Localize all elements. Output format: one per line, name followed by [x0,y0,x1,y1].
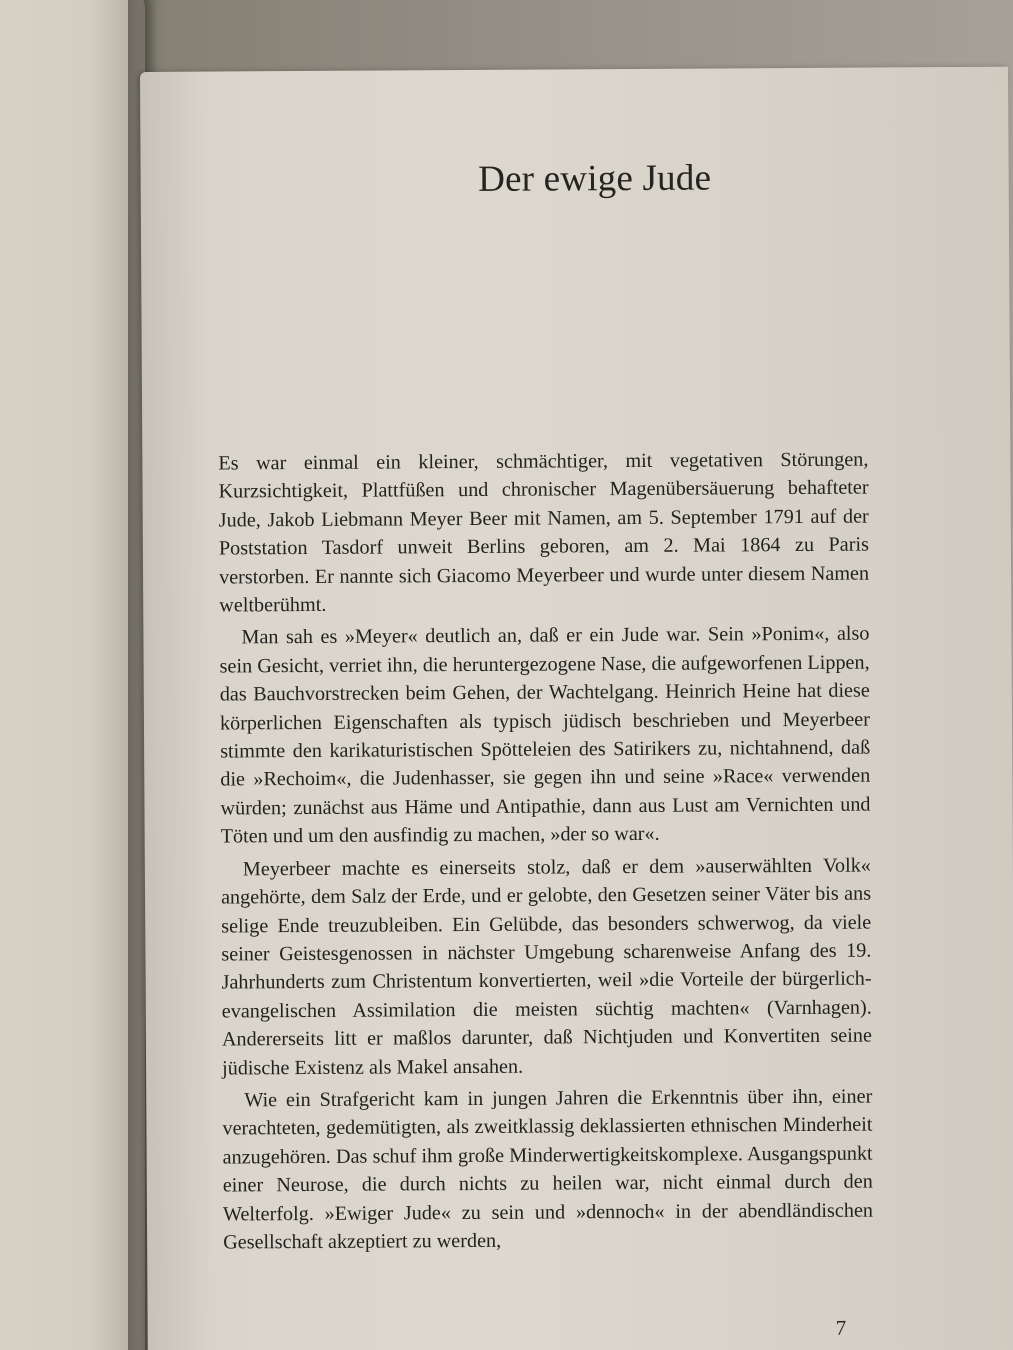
page-number: 7 [835,1315,847,1340]
left-page [0,0,145,1350]
chapter-title: Der ewige Jude [478,157,712,200]
paragraph-2: Man sah es »Meyer« deutlich an, daß er ein Jude war. Sein »Ponim«, also sein Gesicht, verriet ihn, die heruntergezogene Nase, die aufgeworfenen Lippen, das Bauchvorstrecken beim Gehen, der Wachtelgang. Heinrich Heine hat diese körperlichen Eigenschaften als typisch jüdisch beschrieben und Meyerbeer stimmte den karikaturistischen Spötteleien des Satirikers zu, nichtahnend, daß die »Rechoim«, die Judenhasser, sie gegen ihn und seine »Race« verwenden würden; zunächst aus Häme und Antipathie, dann aus Lust am Vernichten und Töten und um den ausfindig zu machen, »der so war«. [219,622,871,848]
paragraph-1: Es war einmal ein kleiner, schmächtiger, mit vegetativen Störungen, Kurzsichtigkeit, Plattfüßen und chronischer Magenübersäuerung behafteter Jude, Jakob Liebmann Meyer Beer mit Namen, am 5. September 1791 auf der Poststation Tasdorf unweit Berlins geboren, am 2. Mai 1864 zu Paris verstorben. Er nannte sich Giacomo Meyerbeer und wurde unter diesem Namen weltberühmt. [218,448,870,617]
paragraph-3: Meyerbeer machte es einerseits stolz, daß er dem »auserwählten Volk« angehörte, dem Salz der Erde, und er gelobte, den Gesetzen seiner Väter bis ans selige Ende treuzubleiben. Ein Gelübde, das besonders schwerwog, da viele seiner Geistesgenossen in nächster Umgebung scharenweise Anfang des 19. Jahrhunderts zum Christentum konvertierten, weil »die Vorteile der bürgerlich-evangelischen Assimilation die meisten süchtig machten« (Varnhagen). Andererseits litt er maßlos darunter, daß Nichtjuden und Konvertiten seine jüdische Existenz als Makel ansahen. [220,854,872,1080]
body-text [218,446,873,1257]
right-page [140,67,1013,1350]
paragraph-4: Wie ein Strafgericht kam in jungen Jahren die Erkenntnis über ihn, einer verachteten, gedemütigten, als zweitklassig deklassierten ethnischen Minderheit anzugehören. Das schuf ihm große Minderwertigkeitskomplexe. Ausgangspunkt einer Neurose, die durch nichts zu heilen war, nicht einmal durch den Welterfolg. »Ewiger Jude« zu sein und »dennoch« in der abendländischen Gesellschaft akzeptiert zu werden, [222,1085,874,1254]
